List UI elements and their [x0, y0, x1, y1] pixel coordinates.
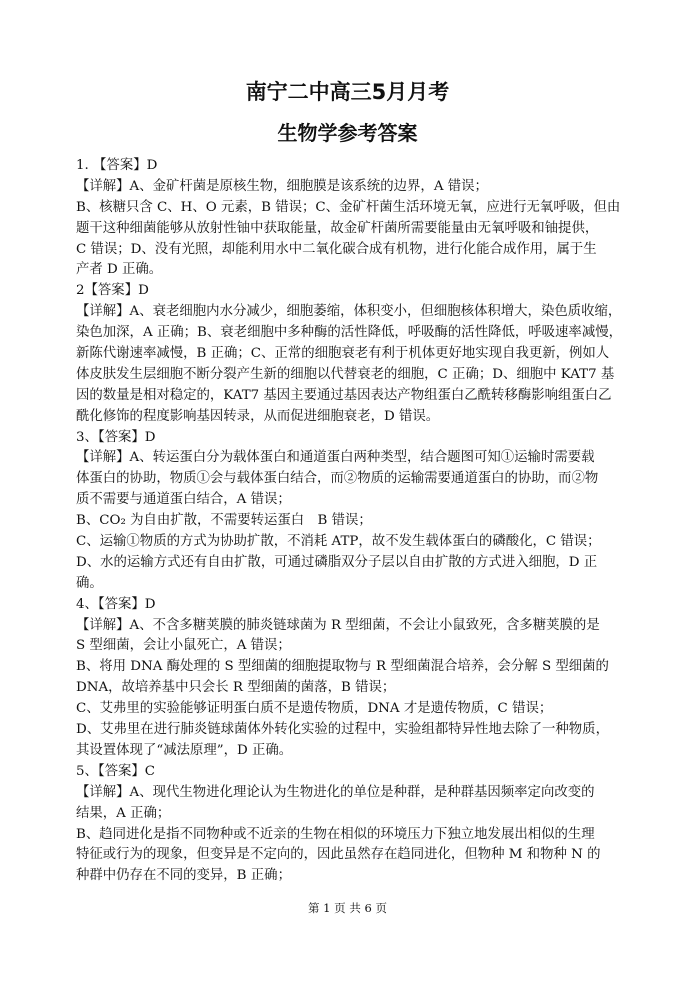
text-line: 产者 D 正确。 — [76, 262, 163, 278]
text-line: 酰化修饰的程度影响基因转录，从而促进细胞衰老，D 错误。 — [76, 408, 440, 424]
text-line: DNA，故培养基中只会长 R 型细菌的菌落，B 错误； — [76, 680, 396, 696]
text-line: 体皮肤发生层细胞不断分裂产生新的细胞以代替衰老的细胞，C 正确；D、细胞中 KAT7 基 — [76, 366, 615, 382]
text-line: 质不需要与通道蛋白结合，A 错误； — [76, 492, 291, 508]
document-title: 南宁二中高三5月月考 — [245, 80, 450, 104]
page-footer: 第 1 页 共 6 页 — [308, 901, 387, 915]
text-line: S 型细菌，会让小鼠死亡，A 错误； — [76, 638, 291, 654]
text-line: 4、【答案】D — [76, 596, 156, 612]
text-line: 染色加深，A 正确；B、衰老细胞中多种酶的活性降低，呼吸酶的活性降低，呼吸速率减慢， — [76, 325, 622, 341]
text-line: 2【答案】D — [76, 283, 149, 299]
text-line: D、水的运输方式还有自由扩散，可通过磷脂双分子层以自由扩散的方式进入细胞，D 正 — [76, 554, 598, 570]
text-line: 【详解】A、转运蛋白分为载体蛋白和通道蛋白两种类型，结合题图可知①运输时需要载 — [76, 450, 595, 466]
text-line: B、CO₂ 为自由扩散，不需要转运蛋白 B 错误； — [76, 513, 372, 529]
text-line: 5、【答案】C — [76, 763, 156, 779]
text-line: 其设置体现了“减法原理”，D 正确。 — [76, 742, 293, 758]
text-line: 体蛋白的协助，物质①会与载体蛋白结合，而②物质的运输需要通道蛋白的协助，而②物 — [76, 471, 599, 487]
text-line: 题干这种细菌能够从放射性铀中获取能量，故金矿杆菌所需要能量由无氧呼吸和铀提供， — [76, 220, 599, 236]
text-line: B、将用 DNA 酶处理的 S 型细菌的细胞提取物与 R 型细菌混合培养，会分解 S 型细菌的 — [76, 659, 609, 675]
text-line: 【详解】A、不含多糖荚膜的肺炎链球菌为 R 型细菌，不会让小鼠致死，含多糖荚膜的是 — [76, 617, 600, 633]
text-line: 【详解】A、金矿杆菌是原核生物，细胞膜是该系统的边界，A 错误； — [76, 178, 488, 194]
text-line: 新陈代谢速率减慢，B 正确；C、正常的细胞衰老有利于机体更好地实现自我更新，例如人 — [76, 346, 610, 362]
text-line: D、艾弗里在进行肺炎链球菌体外转化实验的过程中，实验组都特异性地去除了一种物质， — [76, 722, 609, 738]
text-line: C、运输①物质的方式为协助扩散，不消耗 ATP，故不发生载体蛋白的磷酸化，C 错误； — [76, 534, 601, 550]
text-line: B、核糖只含 C、H、O 元素，B 错误；C、金矿杆菌生活环境无氧，应进行无氧呼吸，但由 — [76, 199, 621, 215]
text-line: 种群中仍存在不同的变异，B 正确； — [76, 868, 291, 884]
text-line: 特征或行为的现象，但变异是不定向的，因此虽然存在趋同进化，但物种 M 和物种 N 的 — [76, 847, 601, 863]
text-line: 确。 — [76, 575, 103, 591]
text-line: B、趋同进化是指不同物种或不近亲的生物在相似的环境压力下独立地发展出相似的生理 — [76, 826, 595, 842]
text-line: 【详解】A、现代生物进化理论认为生物进化的单位是种群，是种群基因频率定向改变的 — [76, 784, 595, 800]
text-line: 因的数量是相对稳定的，KAT7 基因主要通过基因表达产物组蛋白乙酰转移酶影响组蛋白乙 — [76, 387, 612, 403]
text-line: 结果，A 正确； — [76, 805, 171, 821]
document-subtitle: 生物学参考答案 — [277, 121, 418, 145]
text-line: 3、【答案】D — [76, 429, 156, 445]
text-line: C、艾弗里的实验能够证明蛋白质不是遗传物质，DNA 才是遗传物质，C 错误； — [76, 701, 553, 717]
text-line: 1. 【答案】D — [76, 158, 158, 173]
answer-body — [76, 156, 624, 887]
text-line: C 错误；D、没有光照，却能利用水中二氧化碳合成有机物，进行化能合成作用，属于生 — [76, 241, 597, 257]
text-line: 【详解】A、衰老细胞内水分减少，细胞萎缩，体积变小，但细胞核体积增大，染色质收缩， — [76, 304, 622, 320]
